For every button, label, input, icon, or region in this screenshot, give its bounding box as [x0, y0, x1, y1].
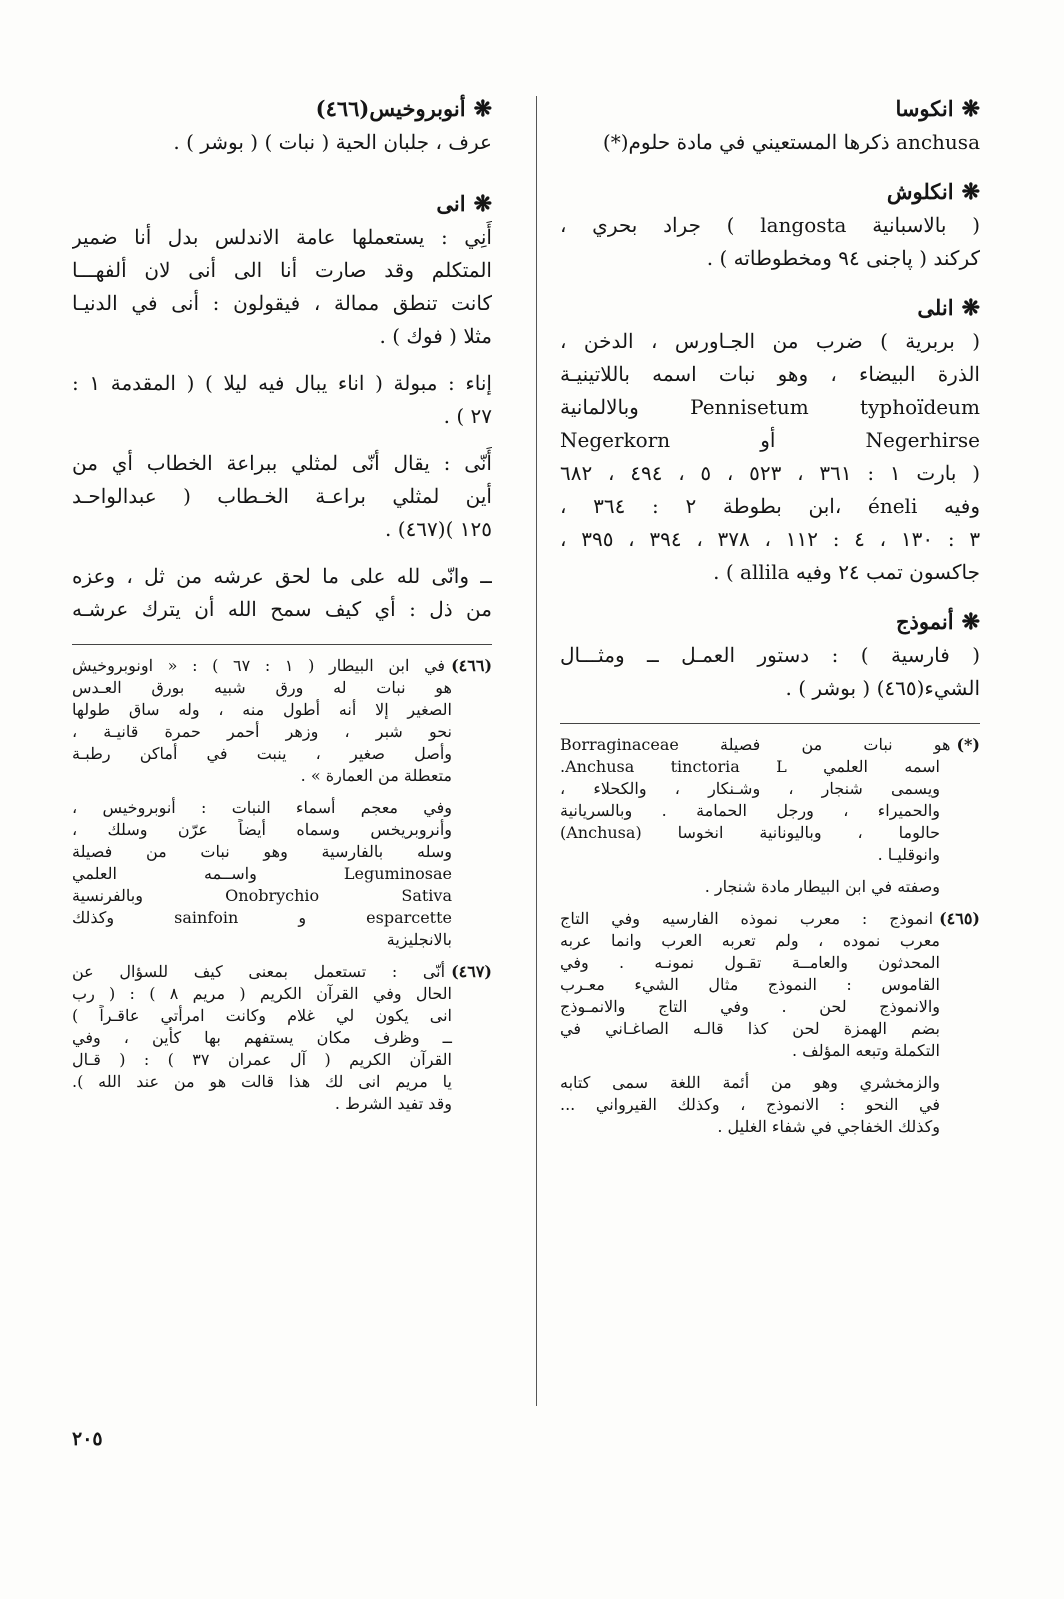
- headword: ❋أنوبروخيس(٤٦٦): [315, 96, 492, 122]
- footnote: [560, 1072, 980, 1138]
- headword: ❋أنموذج: [895, 609, 980, 635]
- entry-line: المتكلم وقد صارت أنا الى أنى لان ألفهـــا: [72, 258, 492, 282]
- footnote-line: وأصل صغير ، ينبت في أماكن رطبـة: [72, 744, 452, 763]
- footnote-line: والزمخشري وهو من أئمة اللغة سمى كتابه: [560, 1073, 940, 1092]
- footnote-line: الصغير إلا أنه أطول منه ، وله ساق طولها: [72, 700, 452, 719]
- footnote-line: Onobrychio Sativa وبالفرنسية: [72, 886, 452, 905]
- footnote-number: (٤٦٧): [451, 962, 492, 981]
- entry-line: الذرة البيضاء ، وهو نبات اسمه باللاتينيـة: [560, 362, 980, 386]
- footnote-number: (٤٦٦): [451, 656, 492, 675]
- footnote-line: اسمه العلمي Anchusa tinctoria L.: [560, 757, 940, 776]
- entry-line: الشيء(٤٦٥) ( بوشر ) .: [785, 676, 980, 700]
- page-number: ٢٠٥: [72, 1428, 103, 1450]
- footnote: [72, 797, 492, 951]
- footnote-line: وصفته في ابن البيطار مادة شنجار .: [704, 877, 940, 896]
- entry-line: أَنّى : يقال أنّى لمثلي ببراعة الخطاب أي من: [72, 451, 492, 475]
- entry-line: كركند ( پاجنى ٩٤ ومخطوطاته ) .: [706, 246, 980, 270]
- entry-line: anchusa ذكرها المستعيني في مادة حلوم(*): [602, 130, 980, 154]
- asterisk-icon: ❋: [473, 191, 492, 217]
- entry-line: ( بارت ١ : ٣٦١ ، ٥٢٣ ، ٥ ، ٤٩٤ ، ٦٨٢: [560, 461, 980, 485]
- footnote-line: وقد تفيد الشرط .: [334, 1094, 452, 1113]
- footnote-line: القرآن الكريم ( آل عمران ٣٧ ) : ( قـال: [72, 1050, 452, 1069]
- footnote: (٤٦٦)في ابن البيطار ( ١ : ٦٧ ) : « اونوبروخيش هو نبات له ورق شبيه بورق العـدس الصغير إلا أنه أطول منه ، وله ساق طولها نحو شبر ، وزهر أحمر حمرة قانيـة ، وأصل صغير ، ينبت في أماكن رطبـة متعطلة من العمارة » .: [72, 656, 492, 785]
- entry-line: إناء : مبولة ( اناء يبال فيه ليلا ) ( المقدمة ١ :: [72, 371, 492, 395]
- footnote-rule: [72, 644, 492, 645]
- footnote-line: وسله بالفارسية وهو نبات من فصيلة: [72, 842, 452, 861]
- footnote-line: وفي معجم أسماء النبات : أنوبروخيس ،: [72, 798, 452, 817]
- column-divider: [536, 96, 537, 1406]
- footnote-line: وأنروبريخس وسماه أيضاً عرّن وسلك ،: [72, 820, 452, 839]
- footnote-line: حالوما ، وباليونانية انخوسا (Anchusa): [560, 823, 940, 842]
- entry-line: Pennisetum typhoïdeum وبالالمانية: [560, 395, 980, 419]
- headword: ❋انلى: [917, 295, 980, 321]
- footnote-line: الحال وفي القرآن الكريم ( مريم ٨ ) : ( رب: [72, 984, 453, 1003]
- footnote-line: نحو شبر ، وزهر أحمر حمرة قانيـة ،: [72, 722, 453, 741]
- entry-line: ٢٧ ) .: [443, 404, 492, 428]
- footnote-line: والانموذج لحن . وفي التاج والانمـوذج: [560, 997, 940, 1016]
- entry-line: ( بالاسبانية langosta ) جراد بحري ،: [560, 213, 980, 237]
- footnote-line: يا مريم انى لك هذا قالت هو من عند الله ).: [72, 1072, 452, 1091]
- footnote-line: بالانجليزية: [386, 930, 452, 949]
- entry-line: ١٢٥ )(٤٦٧) .: [385, 517, 492, 541]
- footnote-line: معرب نموده ، ولم تعربه العرب وانما عربه: [560, 931, 940, 950]
- footnote-number: (٤٦٥): [939, 909, 980, 928]
- headword: ❋انكلوش: [886, 179, 980, 205]
- footnote: (٤٦٧)أنّى : تستعمل بمعنى كيف للسؤال عن الحال وفي القرآن الكريم ( مريم ٨ ) : ( رب انى يكون لي غلام وكانت امرأتي عاقـراً ) ــ وظرف مكان يستفهم بها كأين ، وفي القرآن الكريم ( آل عمران ٣٧ ) : ( قـال يا مريم انى لك هذا قالت هو من عند الله ). وقد تفيد الشرط .: [72, 962, 492, 1113]
- footnote-line: ويسمى شنجار ، وشـنكار ، والكحلاء ،: [560, 779, 940, 798]
- footnote-line: في النحو : الانموذج ، وكذلك القيرواني ...: [560, 1095, 940, 1114]
- footnote-line: ــ وظرف مكان يستفهم بها كأين ، وفي: [72, 1028, 452, 1047]
- footnote-line: هو نبات له ورق شبيه بورق العـدس: [72, 678, 452, 697]
- footnote-line: وكذلك الخفاجي في شفاء الغليل .: [717, 1117, 940, 1136]
- entry-line: مثلا ( فوك ) .: [379, 324, 492, 348]
- footnote: (*)هو نبات من فصيلة Borraginaceae اسمه العلمي Anchusa tinctoria L. ويسمى شنجار ، وشـنكار ، والكحلاء ، والحميراء ، ورجل الحمامة . وبالسريانية حالوما ، وباليونانية انخوسا (Anchusa) وانوقليـا .: [560, 735, 980, 864]
- entry-line: ( بربرية ) ضرب من الجـاورس ، الدخن ،: [560, 329, 980, 353]
- footnote-line: والحميراء ، ورجل الحمامة . وبالسريانية: [560, 801, 940, 820]
- footnote: [560, 876, 980, 898]
- footnote-number: (*): [956, 735, 980, 754]
- entry-line: من ذل : أي كيف سمح الله أن يترك عرشـه: [72, 597, 492, 621]
- entry-line: كانت تنطق ممالة ، فيقولون : أنى في الدنيـا: [72, 291, 492, 315]
- footnote-line: متعطلة من العمارة » .: [300, 766, 452, 785]
- headword: ❋انى: [436, 191, 492, 217]
- entry-line: Negerhirse أو Negerkorn: [560, 428, 980, 452]
- footnote-line: Leguminosae واســمه العلمي: [72, 864, 452, 883]
- entry-line: ٣ : ١٣٠ ، ٤ : ١١٢ ، ٣٧٨ ، ٣٩٤ ، ٣٩٥ ،: [560, 527, 980, 551]
- entry-line: أين لمثلي براعـة الخـطاب ( عبدالواحـد: [72, 484, 492, 508]
- entry-line: جاكسون تمب ٢٤ وفيه allila ) .: [713, 560, 980, 584]
- asterisk-icon: ❋: [473, 96, 492, 122]
- right-column: [560, 90, 980, 1148]
- footnote-line: انى يكون لي غلام وكانت امرأتي عاقـراً ): [72, 1006, 452, 1025]
- asterisk-icon: ❋: [961, 179, 980, 205]
- entry-line: عرف ، جلبان الحية ( نبات ) ( بوشر ) .: [173, 130, 492, 154]
- footnote-line: القاموس : النموذج مثال الشيء معـرب: [560, 975, 940, 994]
- footnote-line: المحدثون والعامــة تقـول نمونـه . وفي: [560, 953, 940, 972]
- footnote-line: وانوقليـا .: [877, 845, 940, 864]
- asterisk-icon: ❋: [961, 609, 980, 635]
- entry-line: وفيه éneli ،ابن بطوطة ٢ : ٣٦٤ ،: [560, 494, 980, 518]
- entry-line: ( فارسية ) : دستور العمـل ــ ومثـــال: [560, 643, 980, 667]
- headword: ❋انكوسا: [895, 96, 980, 122]
- footnote-line: esparcette و sainfoin وكذلك: [72, 908, 453, 927]
- asterisk-icon: ❋: [961, 295, 980, 321]
- footnote: (٤٦٥)انموذج : معرب نموذه الفارسيه وفي التاج معرب نموده ، ولم تعربه العرب وانما عربه المحدثون والعامــة تقـول نمونـه . وفي القاموس : النموذج مثال الشيء معـرب والانموذج لحن . وفي التاج والانمـوذج بضم الهمزة لحن كذا قالـه الصاغـاني في التكملة وتبعه المؤلف .: [560, 909, 980, 1060]
- entry-line: أَنِي : يستعملها عامة الاندلس بدل أنا ضمير: [72, 225, 492, 249]
- entry-line: ــ وانّى لله على ما لحق عرشه من ثل ، وعزه: [72, 564, 492, 588]
- asterisk-icon: ❋: [961, 96, 980, 122]
- footnote-line: التكملة وتبعه المؤلف .: [791, 1041, 940, 1060]
- left-column: [72, 90, 492, 1125]
- footnote-rule: [560, 723, 980, 724]
- footnote-line: بضم الهمزة لحن كذا قالـه الصاغـاني في: [560, 1019, 940, 1038]
